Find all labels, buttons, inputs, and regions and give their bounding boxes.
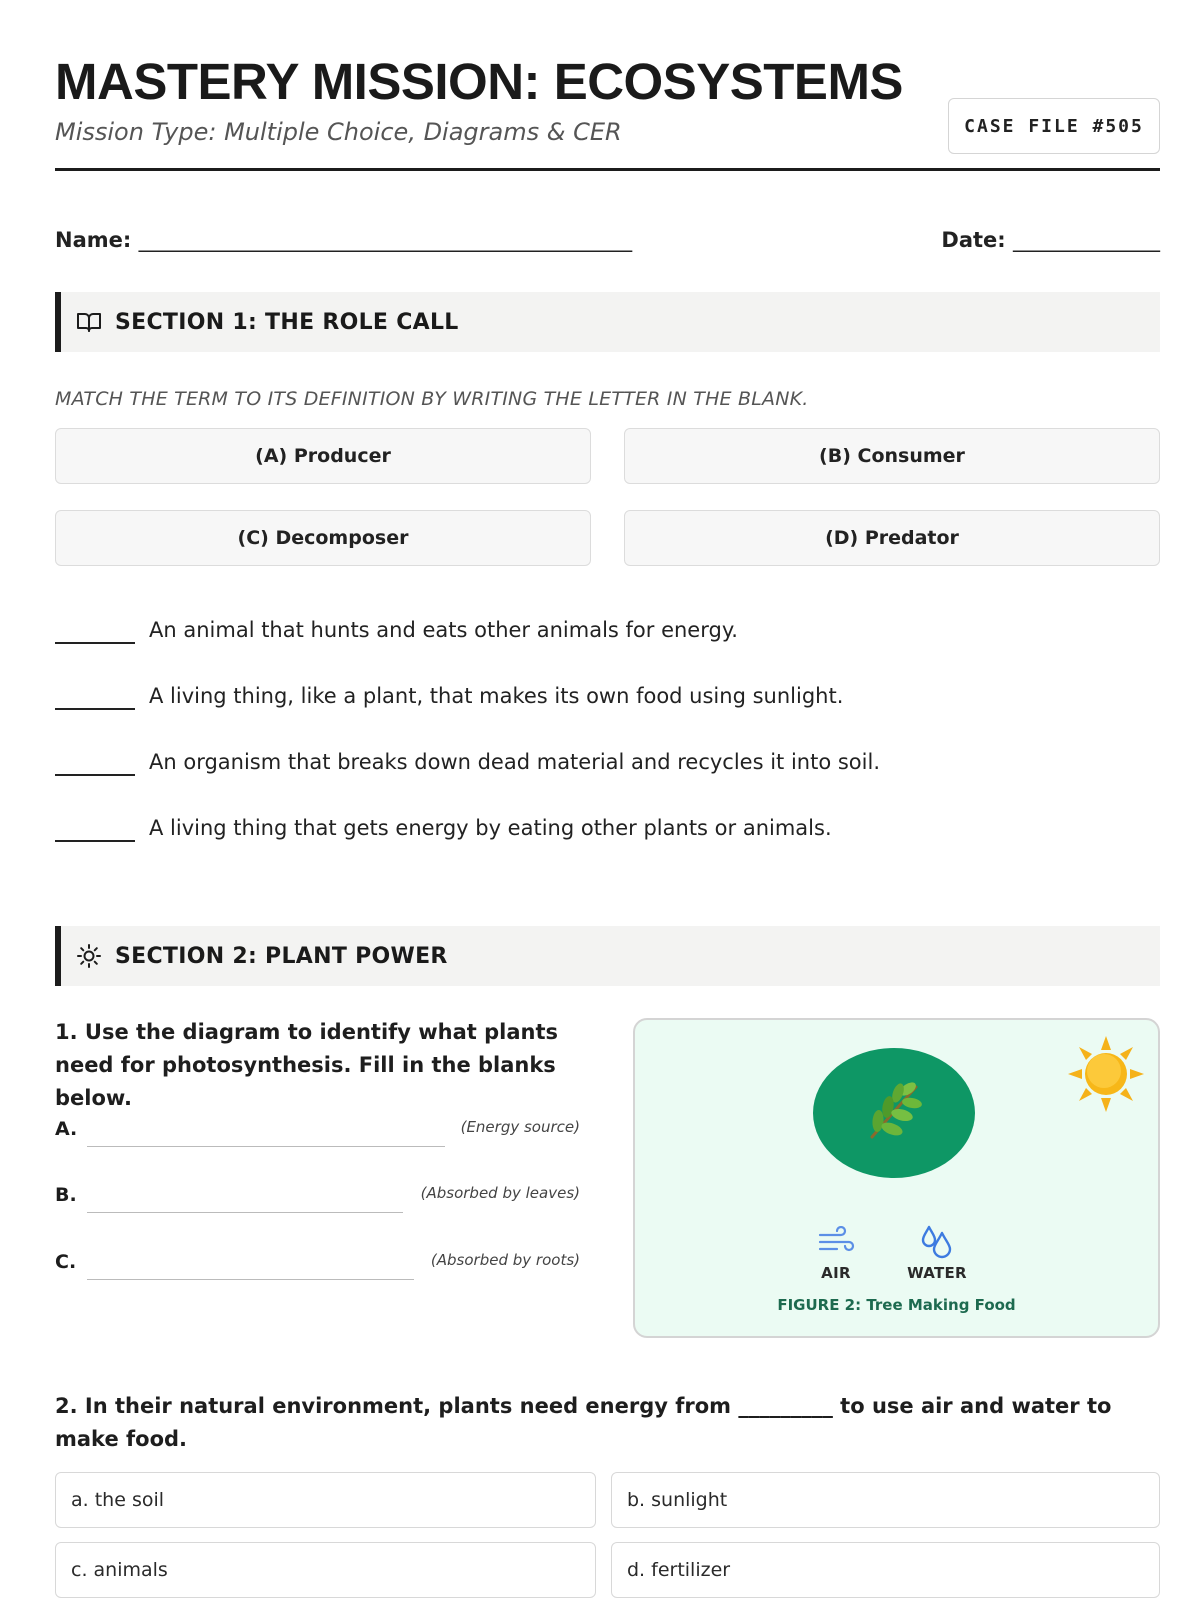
blank-label: C. [55, 1251, 77, 1273]
name-field[interactable] [55, 228, 632, 252]
definition-text: A living thing, like a plant, that makes its own food using sunlight. [149, 684, 844, 708]
section-2-header [55, 926, 1160, 986]
definition-text: An animal that hunts and eats other animals for energy. [149, 618, 738, 642]
definition-text: An organism that breaks down dead material and recycles it into soil. [149, 750, 881, 774]
choice-b[interactable]: b. sunlight [611, 1472, 1160, 1528]
definition-text: A living thing that gets energy by eating other plants or animals. [149, 816, 832, 840]
water-label: WATER [907, 1264, 967, 1282]
blank-hint: (Absorbed by roots) [430, 1251, 580, 1269]
match-item [55, 680, 1055, 720]
match-item [55, 614, 1055, 654]
section-1-instructions: MATCH THE TERM TO ITS DEFINITION BY WRITING THE LETTER IN THE BLANK. [55, 388, 809, 410]
header-divider [55, 168, 1160, 171]
term-producer: (A) Producer [55, 428, 591, 484]
question-2-prompt: 2. In their natural environment, plants need energy from _________ to use air and water to make food. [55, 1394, 1112, 1451]
worksheet-page [55, 0, 1160, 1600]
blank-hint: (Absorbed by leaves) [420, 1184, 580, 1202]
section-1-header [55, 292, 1160, 352]
choice-d[interactable]: d. fertilizer [611, 1542, 1160, 1598]
section-2-title: SECTION 2: PLANT POWER [115, 943, 448, 969]
name-label: Name: [55, 228, 132, 252]
term-decomposer: (C) Decomposer [55, 510, 591, 566]
date-blank[interactable]: ______________ [1013, 228, 1160, 252]
water-item [897, 1222, 977, 1282]
fill-blank-c [55, 1243, 580, 1283]
figure-caption: FIGURE 2: Tree Making Food [777, 1296, 1016, 1314]
section-1-title: SECTION 1: THE ROLE CALL [115, 309, 459, 335]
answer-blank[interactable] [55, 642, 135, 644]
match-item [55, 812, 1055, 852]
match-item [55, 746, 1055, 786]
page-title: MASTERY MISSION: ECOSYSTEMS [55, 53, 903, 110]
tree-canopy [813, 1048, 975, 1178]
photosynthesis-figure [633, 1018, 1160, 1338]
open-book-icon [75, 308, 103, 336]
air-label: AIR [821, 1264, 851, 1282]
date-field[interactable] [941, 228, 1160, 252]
name-blank[interactable]: _______________________________________________ [138, 228, 633, 252]
term-consumer: (B) Consumer [624, 428, 1160, 484]
leaf-icon [858, 1075, 930, 1151]
answer-line[interactable] [87, 1279, 414, 1280]
term-predator: (D) Predator [624, 510, 1160, 566]
answer-line[interactable] [87, 1146, 445, 1147]
answer-blank[interactable] [55, 840, 135, 842]
wind-icon [796, 1222, 876, 1262]
answer-line[interactable] [87, 1212, 403, 1213]
choice-a[interactable]: a. the soil [55, 1472, 596, 1528]
blank-label: A. [55, 1118, 78, 1140]
case-file-badge: CASE FILE #505 [948, 98, 1160, 154]
fill-blank-b [55, 1176, 580, 1216]
water-drops-icon [897, 1222, 977, 1262]
fill-blank-a [55, 1110, 580, 1150]
answer-blank[interactable] [55, 774, 135, 776]
answer-blank[interactable] [55, 708, 135, 710]
sun-icon [75, 942, 103, 970]
date-label: Date: [941, 228, 1006, 252]
question-1-prompt: 1. Use the diagram to identify what plants need for photosynthesis. Fill in the blanks below. [55, 1020, 559, 1110]
air-item [796, 1222, 876, 1282]
sun-icon [1068, 1036, 1144, 1112]
mission-type-subtitle: Mission Type: Multiple Choice, Diagrams & CER [55, 118, 622, 146]
choice-c[interactable]: c. animals [55, 1542, 596, 1598]
blank-label: B. [55, 1184, 77, 1206]
blank-hint: (Energy source) [460, 1118, 580, 1136]
